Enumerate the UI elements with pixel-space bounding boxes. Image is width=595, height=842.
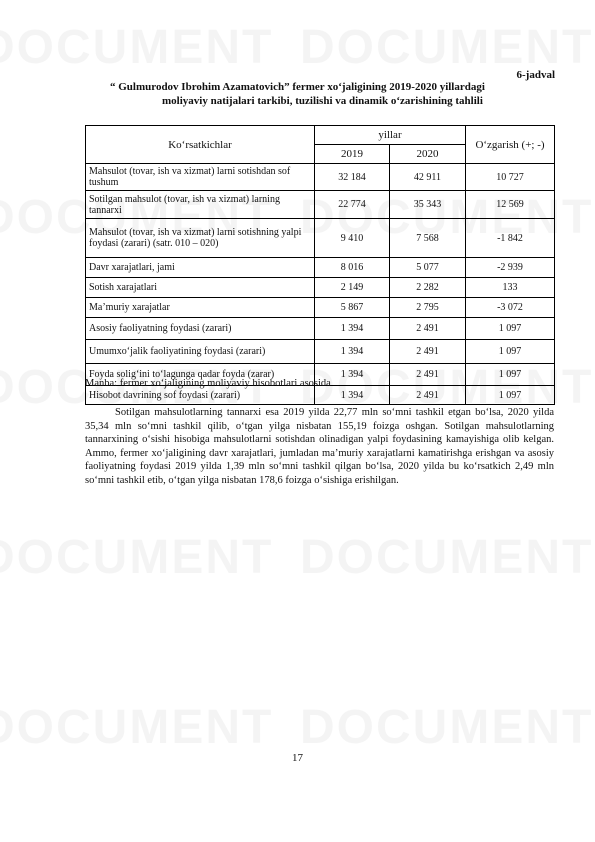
table-row — [86, 191, 555, 219]
row-label: Sotish xarajatlari — [86, 278, 315, 298]
cell-2019: 1 394 — [315, 386, 390, 405]
watermark-text — [0, 20, 273, 75]
watermark-text — [0, 530, 273, 585]
table-row — [86, 278, 555, 298]
table-title-line2: moliyaviy natijalari tarkibi, tuzilishi va dinamik o‘zarishining tahlili — [162, 95, 483, 107]
cell-2020: 5 077 — [390, 258, 466, 278]
cell-2020: 2 491 — [390, 340, 466, 364]
cell-change: -2 939 — [466, 258, 555, 278]
cell-2019: 32 184 — [315, 164, 390, 191]
cell-2020: 35 343 — [390, 191, 466, 219]
watermark-text — [300, 20, 593, 75]
cell-2019: 1 394 — [315, 364, 390, 386]
cell-change: 10 727 — [466, 164, 555, 191]
row-label: Ma’muriy xarajatlar — [86, 298, 315, 318]
row-label: Asosiy faoliyatning foydasi (zarari) — [86, 318, 315, 340]
cell-2020: 42 911 — [390, 164, 466, 191]
body-paragraph: Sotilgan mahsulotlarning tannarxi esa 2019 yilda 22,77 mln so‘mni tashkil etgan bo‘lsa, 2020 yilda 35,34 mln so‘mni tashkil qilib, o‘tgan yilga nisbatan 155,19 foizga oshgan. Sotilgan mahsulotlarning tannarxining o‘sishi hisobiga mahsulotlarni sotishdan olinadigan yalpi foydasining kamayishiga olib kelgan. Ammo, fermer xo‘jaligining davr xarajatlari, jumladan ma’muriy xarajatlarni kamatirishga erishgan va asosiy faoliyatning foydasi 2019 yilda 1,39 mln so‘mni tashkil qilgan bo‘lsa, 2020 yilda bu ko‘rsatkich 2,49 mln so‘mni tashkil etib, o‘tgan yilga nisbatan 178,6 foizga o‘sishiga erishilgan. — [85, 407, 554, 486]
cell-change: 1 097 — [466, 364, 555, 386]
table-source-note: Manba: fermer xo‘jaligining moliyaviy hisobotlari asosida — [85, 378, 331, 389]
cell-2019: 1 394 — [315, 340, 390, 364]
table-number: 6-jadval — [516, 69, 555, 81]
cell-2020: 2 491 — [390, 386, 466, 405]
cell-2019: 5 867 — [315, 298, 390, 318]
cell-change: 1 097 — [466, 386, 555, 405]
cell-2019: 22 774 — [315, 191, 390, 219]
header-years: yillar — [315, 126, 466, 145]
table-row — [86, 164, 555, 191]
row-label: Foyda solig‘ini to‘lagunga qadar foyda (zarar) — [86, 364, 315, 386]
table-row — [86, 298, 555, 318]
cell-change: -3 072 — [466, 298, 555, 318]
watermark-text — [0, 700, 273, 755]
cell-change: -1 842 — [466, 219, 555, 258]
cell-change: 12 569 — [466, 191, 555, 219]
cell-change: 1 097 — [466, 340, 555, 364]
header-year-2019: 2019 — [315, 145, 390, 164]
table-row — [86, 219, 555, 258]
row-label: Hisobot davrining sof foydasi (zarari) — [86, 386, 315, 405]
row-label: Mahsulot (tovar, ish va xizmat) larni sotishdan sof tushum — [86, 164, 315, 191]
cell-2020: 2 795 — [390, 298, 466, 318]
row-label: Sotilgan mahsulot (tovar, ish va xizmat) larning tannarxi — [86, 191, 315, 219]
row-label: Mahsulot (tovar, ish va xizmat) larni sotishning yalpi foydasi (zarari) (satr. 010 – 020) — [86, 219, 315, 258]
cell-2019: 9 410 — [315, 219, 390, 258]
watermark-text — [300, 700, 593, 755]
cell-change: 133 — [466, 278, 555, 298]
cell-2020: 7 568 — [390, 219, 466, 258]
table-title — [110, 80, 540, 108]
cell-2019: 2 149 — [315, 278, 390, 298]
table-row — [86, 258, 555, 278]
table-row — [86, 340, 555, 364]
table-row — [86, 318, 555, 340]
cell-change: 1 097 — [466, 318, 555, 340]
watermark-text — [300, 530, 593, 585]
cell-2020: 2 282 — [390, 278, 466, 298]
cell-2020: 2 491 — [390, 318, 466, 340]
row-label: Umumxo‘jalik faoliyatining foydasi (zarari) — [86, 340, 315, 364]
cell-2020: 2 491 — [390, 364, 466, 386]
header-change: O‘zgarish (+; -) — [466, 126, 555, 164]
financial-results-table — [85, 125, 555, 405]
cell-2019: 8 016 — [315, 258, 390, 278]
cell-2019: 1 394 — [315, 318, 390, 340]
row-label: Davr xarajatlari, jami — [86, 258, 315, 278]
header-year-2020: 2020 — [390, 145, 466, 164]
page-number: 17 — [292, 752, 303, 764]
header-indicator: Ko‘rsatkichlar — [86, 126, 315, 164]
table-title-line1: “ Gulmurodov Ibrohim Azamatovich” fermer xo‘jaligining 2019-2020 yillardagi — [110, 81, 485, 93]
